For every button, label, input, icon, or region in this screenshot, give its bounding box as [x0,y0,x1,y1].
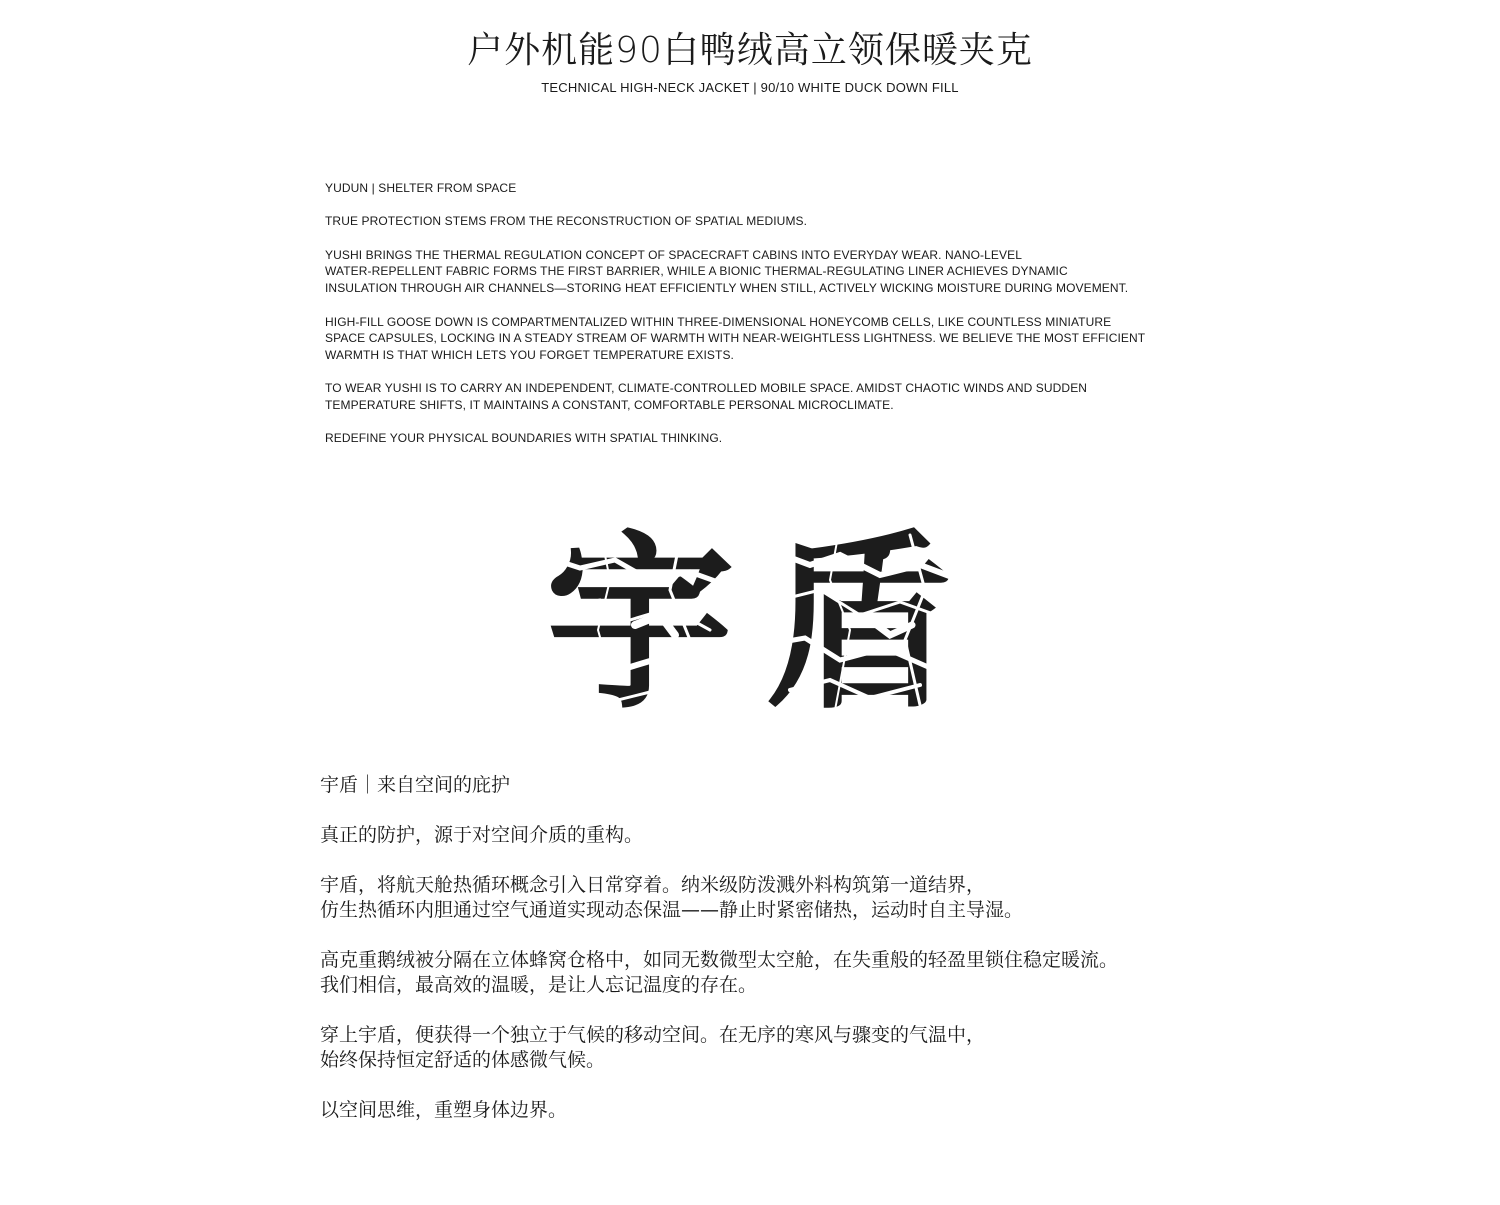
en-line: HIGH-FILL GOOSE DOWN IS COMPARTMENTALIZED WITHIN THREE-DIMENSIONAL HONEYCOMB CELLS, LIKE COUNTLESS MINIATURE [325,314,1112,329]
en-line: TEMPERATURE SHIFTS, IT MAINTAINS A CONSTANT, COMFORTABLE PERSONAL MICROCLIMATE. [325,398,894,413]
en-paragraph-microclimate [325,380,1185,413]
cn-paragraph-intro: 真正的防护，源于对空间介质的重构。 [320,824,644,846]
en-line: TO WEAR YUSHI IS TO CARRY AN INDEPENDENT, CLIMATE-CONTROLLED MOBILE SPACE. AMIDST CHAOTIC WINDS AND SUDDEN [325,381,1088,396]
english-description [325,180,1185,464]
cn-line: 高克重鹅绒被分隔在立体蜂窝仓格中，如同无数微型太空舱，在失重般的轻盈里锁住稳定暖流。 [320,949,1119,971]
en-paragraph-closing: REDEFINE YOUR PHYSICAL BOUNDARIES WITH SPATIAL THINKING. [325,431,723,446]
cn-paragraph-closing: 以空间思维，重塑身体边界。 [320,1099,568,1121]
en-line: YUSHI BRINGS THE THERMAL REGULATION CONCEPT OF SPACECRAFT CABINS INTO EVERYDAY WEAR. NANO-LEVEL [325,247,1022,262]
brand-logo [540,520,960,720]
chinese-description [320,773,1220,1148]
cn-paragraph-down-fill [320,948,1220,998]
en-line: INSULATION THROUGH AIR CHANNELS—STORING HEAT EFFICIENTLY WHEN STILL, ACTIVELY WICKING MOISTURE DURING MOVEMENT. [325,281,1129,296]
product-subtitle: TECHNICAL HIGH-NECK JACKET | 90/10 WHITE DUCK DOWN FILL [541,80,959,95]
en-line: WATER-REPELLENT FABRIC FORMS THE FIRST BARRIER, WHILE A BIONIC THERMAL-REGULATING LINER ACHIEVES DYNAMIC [325,264,1068,279]
cn-paragraph-brand: 宇盾｜来自空间的庇护 [320,774,511,796]
cn-line: 仿生热循环内胆通过空气通道实现动态保温——静止时紧密储热，运动时自主导湿。 [320,899,1024,921]
cn-line: 始终保持恒定舒适的体感微气候。 [320,1049,606,1071]
en-line: WARMTH IS THAT WHICH LETS YOU FORGET TEMPERATURE EXISTS. [325,347,734,362]
cn-paragraph-technology [320,873,1220,923]
en-line: SPACE CAPSULES, LOCKING IN A STEADY STREAM OF WARMTH WITH NEAR-WEIGHTLESS LIGHTNESS. WE BELIEVE THE MOST EFFICIENT [325,331,1146,346]
cn-line: 穿上宇盾，便获得一个独立于气候的移动空间。在无序的寒风与骤变的气温中， [320,1024,986,1046]
brand-logo-artwork [540,520,960,720]
product-title: 户外机能90白鸭绒高立领保暖夹克 [467,30,1033,71]
cn-line: 我们相信，最高效的温暖，是让人忘记温度的存在。 [320,974,758,996]
cn-line: 宇盾，将航天舱热循环概念引入日常穿着。纳米级防泼溅外料构筑第一道结界， [320,874,986,896]
en-paragraph-down-fill [325,314,1185,364]
en-paragraph-technology [325,247,1185,297]
en-paragraph-brand: YUDUN | SHELTER FROM SPACE [325,181,517,195]
en-paragraph-intro: TRUE PROTECTION STEMS FROM THE RECONSTRUCTION OF SPATIAL MEDIUMS. [325,214,808,229]
cn-paragraph-microclimate [320,1023,1220,1073]
